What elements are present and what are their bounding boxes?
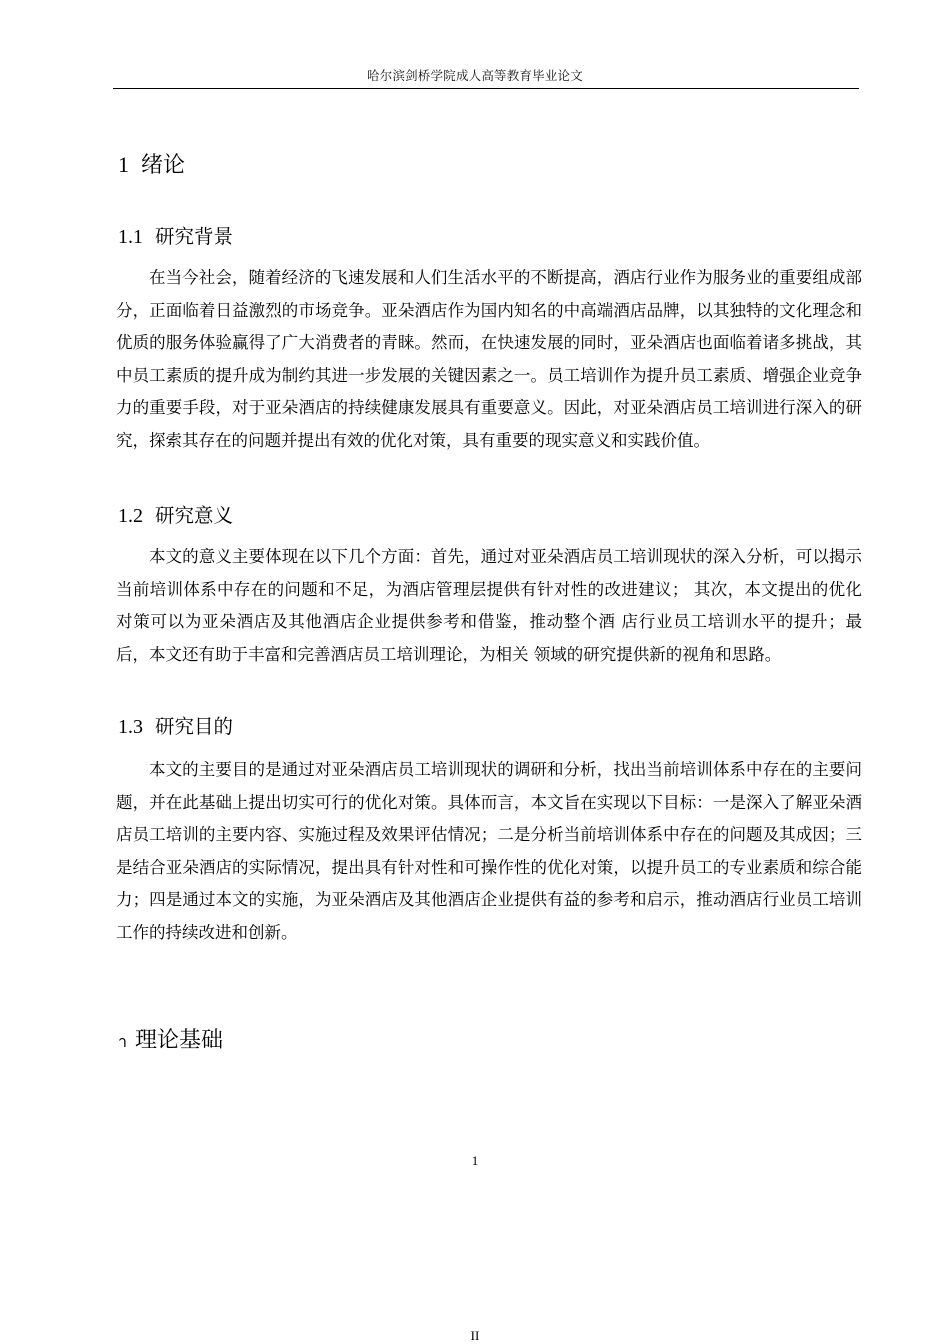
- page-number: 1: [471, 1153, 479, 1168]
- section-1-2-title: 研究意义: [155, 504, 234, 527]
- section-1-2-paragraph: 本文的意义主要体现在以下几个方面：首先，通过对亚朵酒店员工培训现状的深入分析，可以揭示当前培训体系中存在的问题和不足，为酒店管理层提供有针对性的改进建议； 其次，本文提出的优化对策可以为亚朵酒店及其他酒店企业提供参考和借鉴，推动整个酒 店行业员工培训水平的提升；最后，本文还有助于丰富和完善酒店员工培训理论，为相关 领域的研究提供新的视角和思路。: [116, 547, 862, 664]
- section-1-3-number: 1.3: [118, 716, 143, 738]
- chapter-2-title: 理论基础: [134, 1028, 223, 1053]
- roman-page-number: II: [470, 1328, 480, 1343]
- section-1-2-number: 1.2: [118, 505, 143, 527]
- chapter-1-title: 绪论: [141, 153, 186, 178]
- section-1-3-title: 研究目的: [155, 715, 234, 738]
- chapter-1-number: 1: [118, 152, 129, 177]
- section-1-1-title: 研究背景: [155, 225, 234, 248]
- section-1-3-paragraph: 本文的主要目的是通过对亚朵酒店员工培训现状的调研和分析，找出当前培训体系中存在的主要问题，并在此基础上提出切实可行的优化对策。具体而言，本文旨在实现以下目标：一是深入了解亚朵酒店员工培训的主要内容、实施过程及效果评估情况；二是分析当前培训体系中存在的问题及其成因；三是结合亚朵酒店的实际情况，提出具有针对性和可操作性的优化对策，以提升员工的专业素质和综合能力；四是通过本文的实施，为亚朵酒店及其他酒店企业提供有益的参考和启示，推动酒店行业员工培训工作的持续改进和创新。: [116, 760, 862, 942]
- header-rule: [113, 88, 859, 89]
- section-1-1-number: 1.1: [118, 226, 143, 248]
- section-1-1-heading: [118, 227, 233, 247]
- chapter-1-heading: [118, 154, 185, 177]
- chapter-2-heading: [118, 1030, 223, 1052]
- section-1-2-heading: [118, 506, 233, 526]
- section-1-3-heading: [118, 717, 233, 737]
- chapter-2-number: า: [118, 1034, 127, 1051]
- running-header: 哈尔滨剑桥学院成人高等教育毕业论文: [367, 68, 583, 83]
- section-1-1-paragraph: 在当今社会，随着经济的飞速发展和人们生活水平的不断提高，酒店行业作为服务业的重要组成部分，正面临着日益激烈的市场竞争。亚朵酒店作为国内知名的中高端酒店品牌，以其独特的文化理念和优质的服务体验赢得了广大消费者的青睐。然而，在快速发展的同时，亚朵酒店也面临着诸多挑战，其中员工素质的提升成为制约其进一步发展的关键因素之一。员工培训作为提升员工素质、增强企业竞争力的重要手段，对于亚朵酒店的持续健康发展具有重要意义。因此，对亚朵酒店员工培训进行深入的研究，探索其存在的问题并提出有效的优化对策，具有重要的现实意义和实践价值。: [116, 268, 862, 450]
